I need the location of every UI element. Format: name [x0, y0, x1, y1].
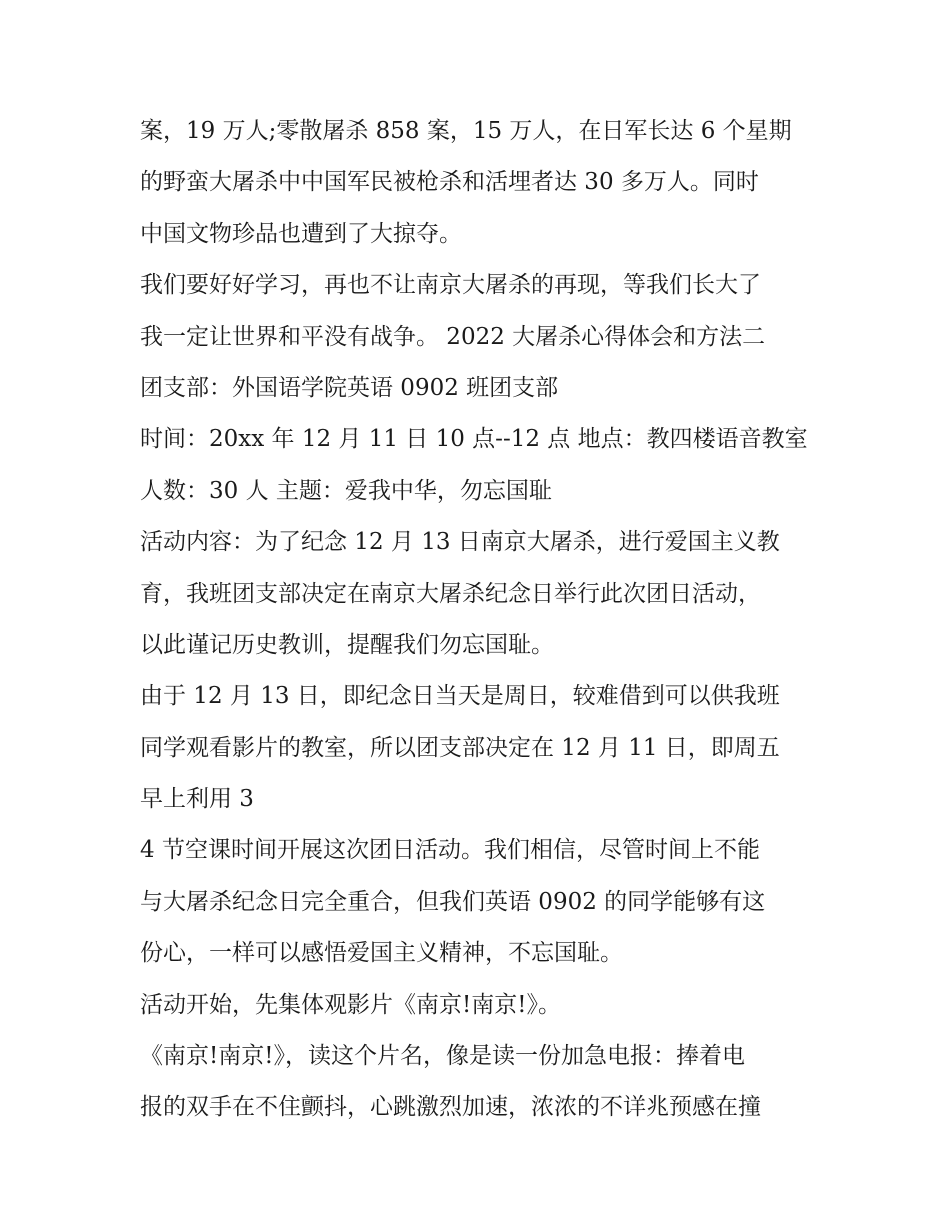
text-line: 份心，一样可以感悟爱国主义精神，不忘国耻。: [140, 940, 623, 967]
text-line: 育，我班团支部决定在南京大屠杀纪念日举行此次团日活动，: [140, 580, 761, 607]
text-line: 由于 12 月 13 日，即纪念日当天是周日，较难借到可以供我班: [140, 683, 780, 710]
text-line: 以此谨记历史教训，提醒我们勿忘国耻。: [140, 631, 554, 658]
text-line: 我们要好好学习，再也不让南京大屠杀的再现，等我们长大了: [140, 272, 761, 299]
text-line: 4 节空课时间开展这次团日活动。我们相信，尽管时间上不能: [140, 837, 760, 864]
text-line: 案，19 万人;零散屠杀 858 案，15 万人，在日军长达 6 个星期: [140, 118, 792, 144]
text-line: 同学观看影片的教室，所以团支部决定在 12 月 11 日，即周五: [140, 734, 780, 761]
body-text: [140, 106, 840, 1134]
text-line: 我一定让世界和平没有战争。 2022 大屠杀心得体会和方法二: [140, 323, 766, 350]
text-line: 活动内容：为了纪念 12 月 13 日南京大屠杀，进行爱国主义教: [140, 529, 780, 556]
text-line: 早上利用 3: [140, 786, 254, 813]
text-line: 活动开始，先集体观影片《南京!南京!》。: [140, 991, 561, 1018]
text-line: 的野蛮大屠杀中中国军民被枪杀和活埋者达 30 多万人。同时: [140, 169, 759, 196]
text-line: 时间：20xx 年 12 月 11 日 10 点--12 点 地点：教四楼语音教室: [140, 426, 808, 453]
text-line: 《南京!南京!》，读这个片名，像是读一份加急电报：捧着电: [140, 1043, 745, 1070]
text-line: 团支部：外国语学院英语 0902 班团支部: [140, 374, 559, 401]
text-line: 中国文物珍品也遭到了大掠夺。: [140, 220, 462, 247]
text-line: 与大屠杀纪念日完全重合，但我们英语 0902 的同学能够有这: [140, 888, 766, 915]
text-line: 报的双手在不住颤抖，心跳激烈加速，浓浓的不详兆预感在撞: [140, 1094, 761, 1121]
text-line: 人数：30 人 主题：爱我中华，勿忘国耻: [140, 477, 552, 504]
